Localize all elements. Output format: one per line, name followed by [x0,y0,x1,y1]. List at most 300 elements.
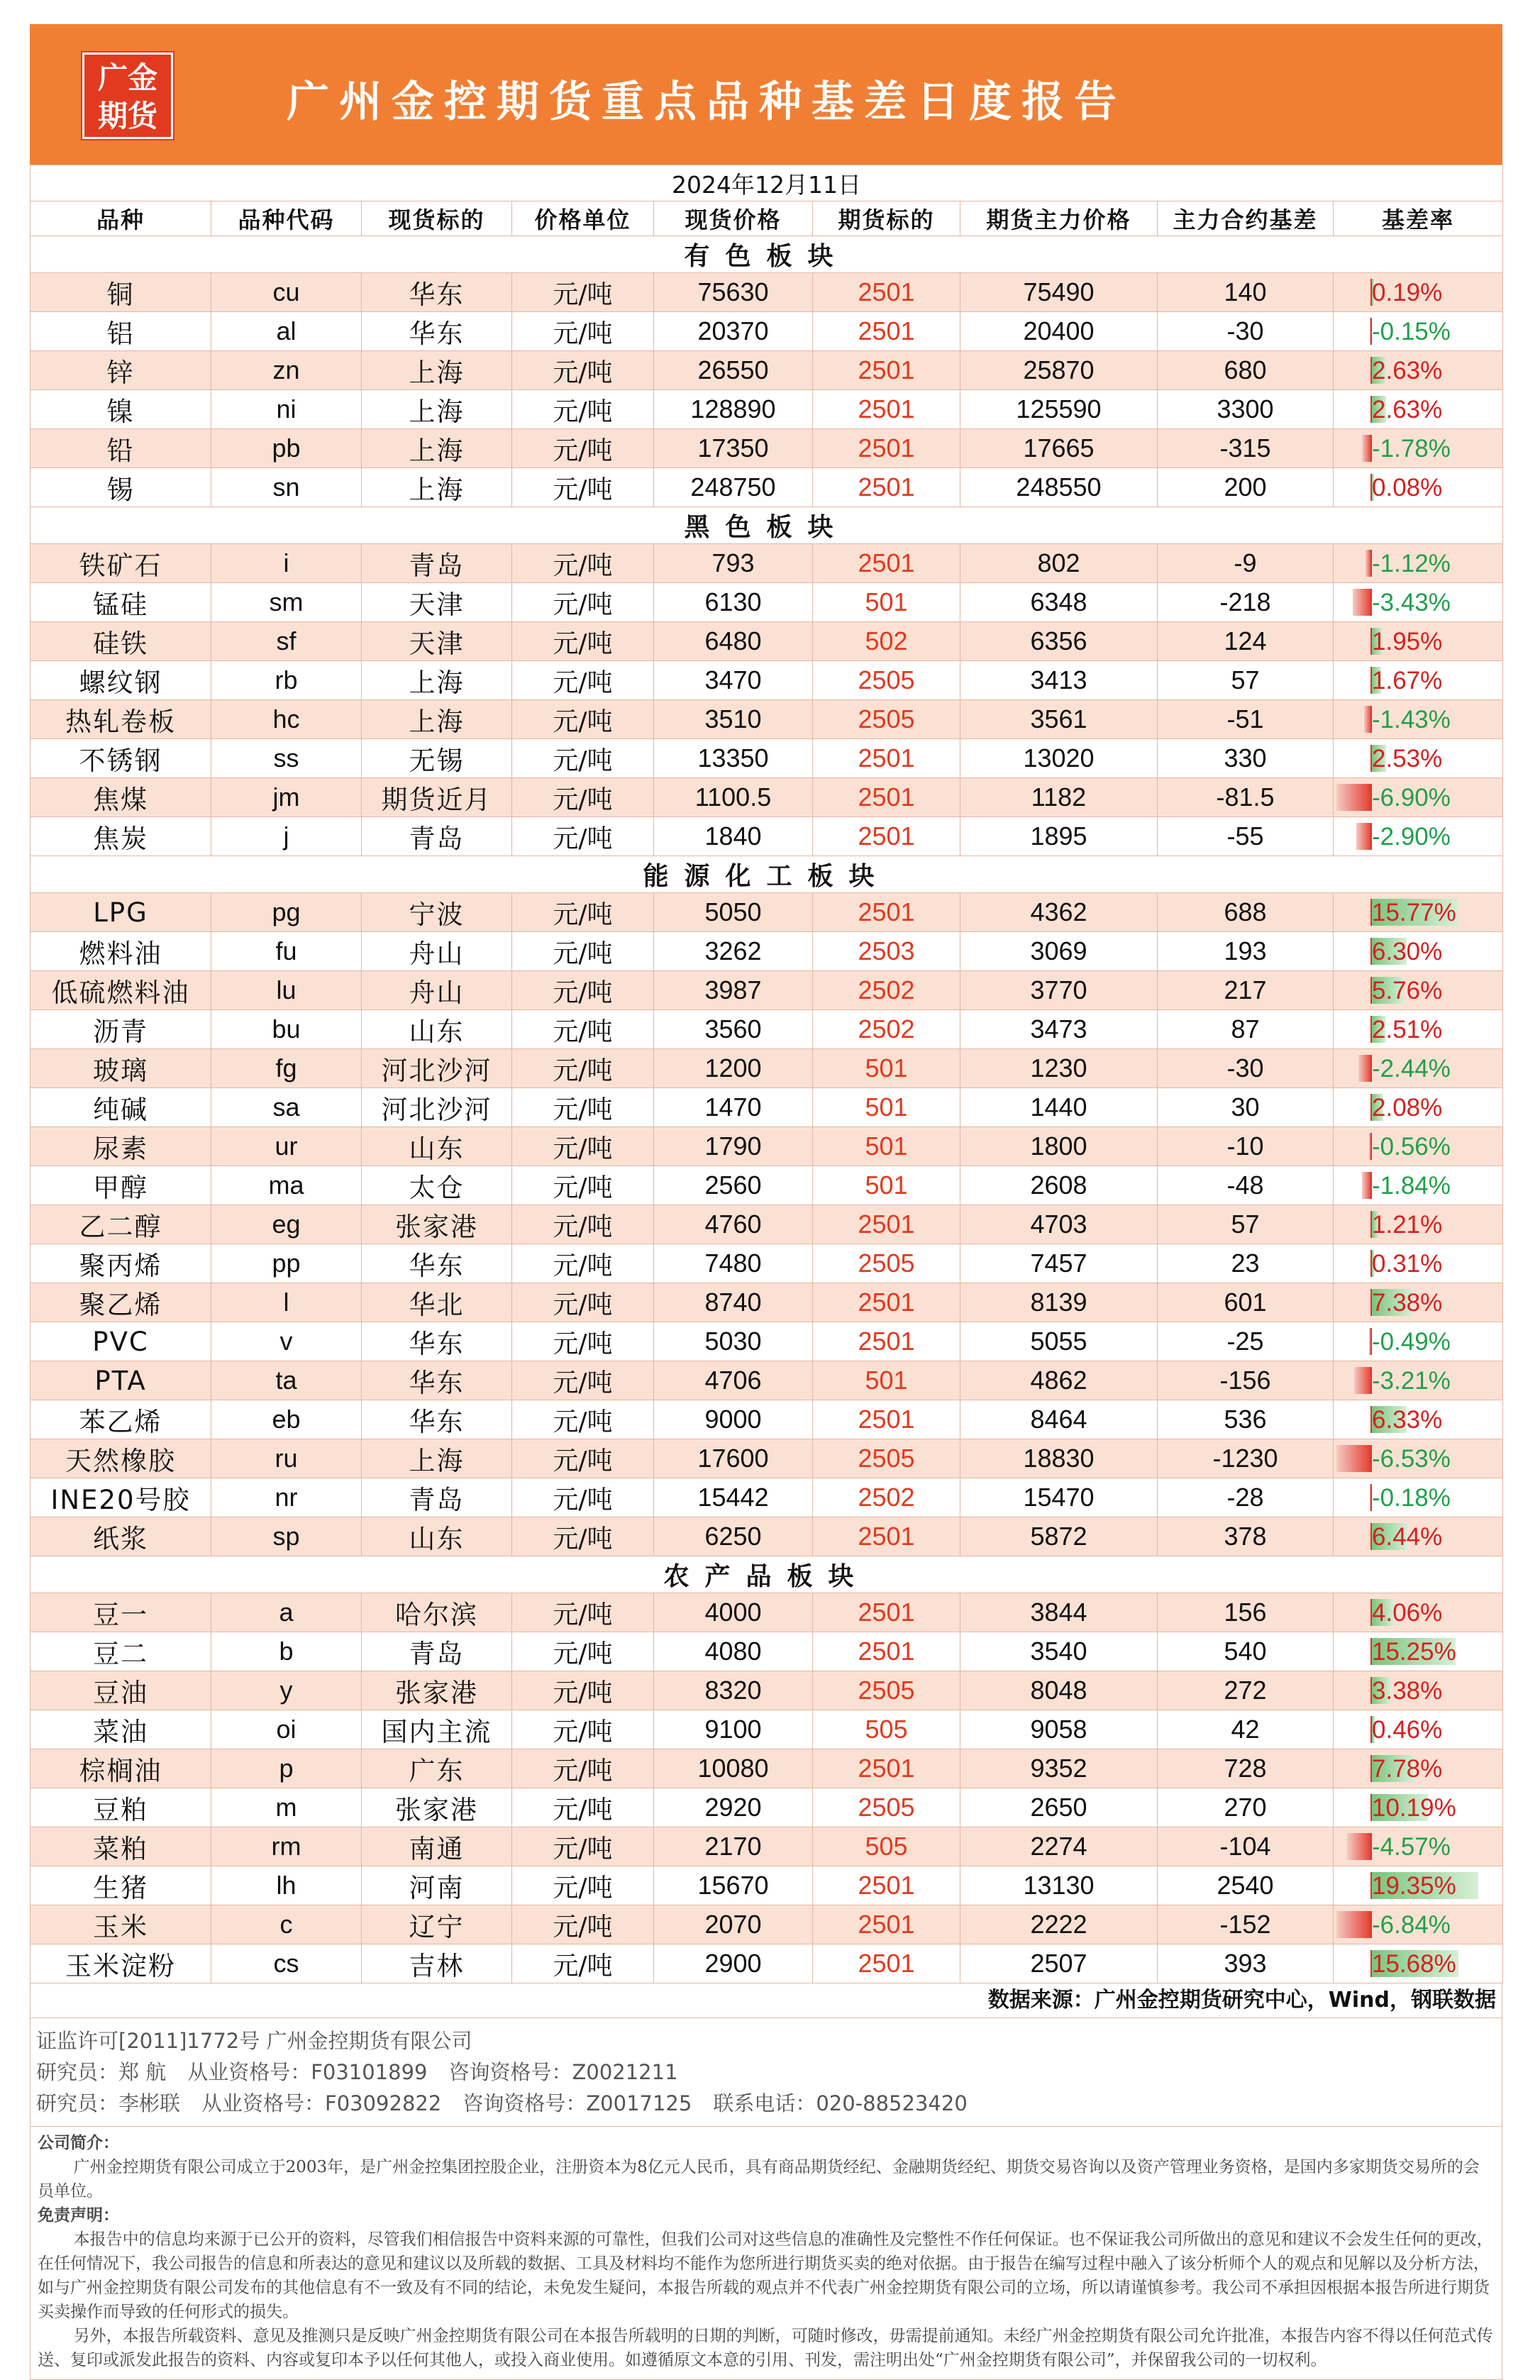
basis-rate-text: -1.12% [1372,549,1451,577]
basis-rate-text: -2.44% [1372,1054,1451,1083]
spot-reference: 华东 [362,1322,512,1361]
commodity-code: lh [211,1866,362,1905]
futures-price: 6356 [960,622,1158,661]
futures-contract: 501 [813,583,960,622]
table-row [31,390,1503,429]
table-row [31,700,1503,739]
section-title: 能源化工板块 [31,856,1503,893]
section-title: 有色板块 [31,236,1503,273]
researcher-2: 研究员：李彬联 从业资格号：F03092822 咨询资格号：Z0017125 联系电话：020-88523420 [36,2091,968,2115]
commodity-name: 豆油 [31,1671,211,1710]
futures-contract: 501 [813,1088,960,1127]
spot-reference: 无锡 [362,739,512,778]
price-unit: 元/吨 [512,1049,654,1088]
commodity-name: 玻璃 [31,1049,211,1088]
basis-value: 193 [1158,932,1334,971]
price-unit: 元/吨 [512,1088,654,1127]
basis-value: -218 [1158,583,1334,622]
table-row [31,739,1503,778]
spot-price: 2170 [654,1827,813,1866]
basis-rate-bar [1354,1367,1372,1394]
table-row [31,817,1503,856]
commodity-name: 玉米淀粉 [31,1944,211,1983]
basis-rate-text: -6.90% [1372,783,1451,812]
basis-value: -156 [1158,1361,1334,1400]
spot-price: 4706 [654,1361,813,1400]
company-intro-text: 广州金控期货有限公司成立于2003年，是广州金控集团控股企业，注册资本为8亿元人民币，具有商品期货经纪、金融期货经纪、期货交易咨询以及资产管理业务资格，是国内多家期货交易所的会员单位。 [38,2158,1480,2201]
price-unit: 元/吨 [512,273,654,312]
futures-contract: 2501 [813,273,960,312]
disclaimer-paragraph-1: 本报告中的信息均来源于已公开的资料，尽管我们相信报告中资料来源的可靠性，但我们公司对这些信息的准确性及完整性不作任何保证。也不保证我公司所做出的意见和建议不会发生任何的更改，在任何情况下，我公司报告的信息和所表达的意见和建议以及所载的数据、工具及材料均不能作为您所进行期货买卖的绝对依据。由于报告在编写过程中融入了该分析师个人的观点和见解以及分析方法，如与广州金控期货有限公司发布的其他信息有不一致及有不同的结论，未免发生疑问，本报告所载的观点并不代表广州金控期货有限公司的立场，所以请谨慎参考。我公司不承担因根据本报告所进行期货买卖操作而导致的任何形式的损失。 [38,2230,1493,2321]
commodity-code: m [211,1788,362,1827]
basis-rate [1334,351,1503,390]
spot-reference: 山东 [362,1517,512,1556]
spot-reference: 期货近月 [362,778,512,817]
column-header: 品种 [31,201,211,236]
futures-price: 3770 [960,971,1158,1010]
futures-price: 1800 [960,1127,1158,1166]
basis-rate-text: 15.77% [1372,898,1456,926]
futures-price: 2222 [960,1905,1158,1944]
futures-price: 3069 [960,932,1158,971]
spot-reference: 山东 [362,1127,512,1166]
table-row [31,1088,1503,1127]
basis-value: 23 [1158,1244,1334,1283]
futures-price: 2274 [960,1827,1158,1866]
table-row [31,893,1503,932]
basis-rate-text: -4.57% [1372,1832,1451,1861]
basis-value: 156 [1158,1593,1334,1632]
spot-price: 248750 [654,468,813,507]
futures-contract: 2501 [813,1866,960,1905]
spot-price: 793 [654,544,813,583]
price-unit: 元/吨 [512,661,654,700]
spot-reference: 河北沙河 [362,1088,512,1127]
basis-value: 272 [1158,1671,1334,1710]
spot-reference: 青岛 [362,1632,512,1671]
price-unit: 元/吨 [512,1632,654,1671]
spot-reference: 南通 [362,1827,512,1866]
commodity-name: 豆一 [31,1593,211,1632]
table-row [31,1905,1503,1944]
commodity-code: fg [211,1049,362,1088]
basis-rate-bar [1353,589,1372,616]
disclaimer-paragraph-2: 另外，本报告所载资料、意见及推测只是反映广州金控期货有限公司在本报告所载明的日期的判断，可随时修改，毋需提前通知。未经广州金控期货有限公司允许批准，本报告内容不得以任何范式传送、复印或派发此报告的资料、内容或复印本予以任何其他人，或投入商业使用。如遵循原文本意的引用、刊发，需注明出处“广州金控期货有限公司”，并保留我公司的一切权利。 [38,2327,1493,2369]
license-info [30,2018,1502,2127]
futures-contract: 2501 [813,1400,960,1439]
futures-price: 25870 [960,351,1158,390]
basis-rate-text: 10.19% [1372,1793,1456,1822]
spot-reference: 河南 [362,1866,512,1905]
commodity-code: c [211,1905,362,1944]
futures-contract: 2501 [813,1283,960,1322]
data-source: 数据来源：广州金控期货研究中心，Wind，钢联数据 [30,1983,1502,2018]
table-row [31,1517,1503,1556]
basis-rate [1334,700,1503,739]
price-unit: 元/吨 [512,1827,654,1866]
basis-value: 378 [1158,1517,1334,1556]
basis-rate [1334,1361,1503,1400]
price-unit: 元/吨 [512,1710,654,1749]
price-unit: 元/吨 [512,1749,654,1788]
basis-rate-text: 0.46% [1372,1715,1443,1744]
basis-rate-text: 19.35% [1372,1871,1456,1900]
price-unit: 元/吨 [512,429,654,468]
basis-rate [1334,1166,1503,1205]
commodity-code: rb [211,661,362,700]
basis-value: -10 [1158,1127,1334,1166]
commodity-name: 螺纹钢 [31,661,211,700]
price-unit: 元/吨 [512,1439,654,1478]
futures-contract: 2505 [813,1244,960,1283]
commodity-code: ru [211,1439,362,1478]
column-header: 基差率 [1334,201,1503,236]
basis-rate-text: 6.33% [1372,1405,1443,1434]
commodity-code: cs [211,1944,362,1983]
futures-contract: 2505 [813,1671,960,1710]
commodity-name: LPG [31,893,211,932]
basis-rate-text: 2.63% [1372,395,1443,424]
futures-contract: 2501 [813,351,960,390]
price-unit: 元/吨 [512,1127,654,1166]
price-unit: 元/吨 [512,778,654,817]
column-header: 主力合约基差 [1158,201,1334,236]
basis-rate-text: 2.51% [1372,1015,1443,1044]
table-row [31,1827,1503,1866]
basis-rate-text: 6.30% [1372,937,1443,965]
basis-value: -152 [1158,1905,1334,1944]
futures-price: 3561 [960,700,1158,739]
basis-rate [1334,778,1503,817]
price-unit: 元/吨 [512,1283,654,1322]
table-row [31,429,1503,468]
commodity-code: eb [211,1400,362,1439]
commodity-code: nr [211,1478,362,1517]
futures-contract: 501 [813,1166,960,1205]
spot-reference: 上海 [362,351,512,390]
section-header [31,1556,1503,1593]
basis-rate [1334,1205,1503,1244]
spot-price: 20370 [654,312,813,351]
spot-reference: 华东 [362,1361,512,1400]
table-row [31,1049,1503,1088]
futures-price: 8048 [960,1671,1158,1710]
basis-rate [1334,1127,1503,1166]
futures-price: 9058 [960,1710,1158,1749]
futures-price: 15470 [960,1478,1158,1517]
futures-contract: 505 [813,1710,960,1749]
futures-contract: 2501 [813,1205,960,1244]
basis-value: -51 [1158,700,1334,739]
column-header: 价格单位 [512,201,654,236]
spot-reference: 上海 [362,661,512,700]
basis-value: 124 [1158,622,1334,661]
license-line: 证监许可[2011]1772号 广州金控期货有限公司 [36,2029,472,2053]
basis-rate [1334,1749,1503,1788]
futures-contract: 2501 [813,1632,960,1671]
futures-contract: 2501 [813,893,960,932]
basis-rate [1334,1010,1503,1049]
section-header [31,856,1503,893]
column-header: 现货价格 [654,201,813,236]
basis-value: -9 [1158,544,1334,583]
basis-value: 270 [1158,1788,1334,1827]
price-unit: 元/吨 [512,1905,654,1944]
basis-rate-text: 0.19% [1372,278,1443,306]
column-header: 现货标的 [362,201,512,236]
price-unit: 元/吨 [512,893,654,932]
basis-rate [1334,1671,1503,1710]
futures-contract: 2501 [813,544,960,583]
price-unit: 元/吨 [512,739,654,778]
basis-rate [1334,1517,1503,1556]
basis-rate [1334,932,1503,971]
price-unit: 元/吨 [512,351,654,390]
spot-price: 17600 [654,1439,813,1478]
futures-contract: 505 [813,1827,960,1866]
spot-reference: 华东 [362,1244,512,1283]
commodity-code: pp [211,1244,362,1283]
basis-value: -30 [1158,312,1334,351]
spot-price: 6250 [654,1517,813,1556]
table-row [31,971,1503,1010]
basis-rate-text: 3.38% [1372,1676,1443,1705]
basis-value: 57 [1158,661,1334,700]
table-row [31,1478,1503,1517]
basis-rate [1334,1788,1503,1827]
basis-value: 601 [1158,1283,1334,1322]
commodity-name: 铁矿石 [31,544,211,583]
price-unit: 元/吨 [512,1866,654,1905]
spot-reference: 张家港 [362,1671,512,1710]
commodity-code: fu [211,932,362,971]
futures-price: 20400 [960,312,1158,351]
basis-rate-text: -6.53% [1372,1444,1451,1473]
commodity-name: 聚乙烯 [31,1283,211,1322]
basis-rate-text: -1.84% [1372,1171,1451,1200]
commodity-code: hc [211,700,362,739]
commodity-name: 不锈钢 [31,739,211,778]
commodity-name: 燃料油 [31,932,211,971]
futures-price: 3473 [960,1010,1158,1049]
commodity-name: 焦炭 [31,817,211,856]
basis-rate-text: 2.53% [1372,744,1443,773]
basis-value: 200 [1158,468,1334,507]
futures-price: 8464 [960,1400,1158,1439]
price-unit: 元/吨 [512,1361,654,1400]
futures-contract: 2501 [813,817,960,856]
table-row [31,312,1503,351]
spot-price: 15670 [654,1866,813,1905]
spot-reference: 国内主流 [362,1710,512,1749]
table-row [31,1127,1503,1166]
table-row [31,1244,1503,1283]
price-unit: 元/吨 [512,1517,654,1556]
futures-price: 75490 [960,273,1158,312]
futures-price: 1182 [960,778,1158,817]
spot-price: 3510 [654,700,813,739]
spot-price: 3560 [654,1010,813,1049]
futures-contract: 2501 [813,429,960,468]
basis-rate-text: -1.43% [1372,705,1451,734]
report-header [30,24,1502,165]
basis-value: 536 [1158,1400,1334,1439]
commodity-name: 焦煤 [31,778,211,817]
commodity-code: rm [211,1827,362,1866]
basis-table [30,165,1503,1983]
commodity-name: INE20号胶 [31,1478,211,1517]
commodity-name: 低硫燃料油 [31,971,211,1010]
price-unit: 元/吨 [512,1166,654,1205]
basis-rate [1334,1866,1503,1905]
spot-price: 4000 [654,1593,813,1632]
spot-reference: 华东 [362,1400,512,1439]
commodity-name: 铝 [31,312,211,351]
basis-value: 2540 [1158,1866,1334,1905]
spot-reference: 华东 [362,312,512,351]
basis-value: 330 [1158,739,1334,778]
basis-value: 217 [1158,971,1334,1010]
company-intro-disclaimer [30,2127,1502,2380]
basis-rate [1334,817,1503,856]
futures-price: 802 [960,544,1158,583]
spot-reference: 青岛 [362,544,512,583]
basis-rate [1334,390,1503,429]
commodity-code: b [211,1632,362,1671]
futures-price: 3844 [960,1593,1158,1632]
basis-value: 688 [1158,893,1334,932]
basis-rate [1334,1905,1503,1944]
spot-price: 1840 [654,817,813,856]
futures-price: 13130 [960,1866,1158,1905]
basis-rate-text: 5.76% [1372,976,1443,1004]
price-unit: 元/吨 [512,1205,654,1244]
basis-rate [1334,1322,1503,1361]
disclaimer-title: 免责声明： [38,2205,119,2225]
commodity-name: 甲醇 [31,1166,211,1205]
futures-contract: 2502 [813,1010,960,1049]
basis-rate [1334,273,1503,312]
basis-value: -1230 [1158,1439,1334,1478]
basis-value: 540 [1158,1632,1334,1671]
basis-rate [1334,429,1503,468]
price-unit: 元/吨 [512,971,654,1010]
basis-rate-text: -0.49% [1372,1327,1451,1356]
basis-rate-text: 0.31% [1372,1249,1443,1278]
commodity-code: j [211,817,362,856]
futures-contract: 2505 [813,1788,960,1827]
commodity-code: pg [211,893,362,932]
basis-rate-text: 1.95% [1372,627,1443,655]
futures-contract: 2501 [813,1517,960,1556]
commodity-name: 锡 [31,468,211,507]
spot-price: 7480 [654,1244,813,1283]
table-row [31,583,1503,622]
spot-price: 1470 [654,1088,813,1127]
futures-contract: 501 [813,1361,960,1400]
table-row [31,1400,1503,1439]
futures-price: 18830 [960,1439,1158,1478]
table-row [31,1710,1503,1749]
futures-price: 1895 [960,817,1158,856]
futures-contract: 501 [813,1127,960,1166]
report-date: 2024年12月11日 [31,165,1503,201]
basis-rate-text: 2.08% [1372,1093,1443,1122]
basis-rate [1334,739,1503,778]
futures-price: 3413 [960,661,1158,700]
company-intro-title: 公司简介： [38,2133,119,2152]
section-header [31,236,1503,273]
spot-price: 10080 [654,1749,813,1788]
basis-value: -25 [1158,1322,1334,1361]
futures-price: 125590 [960,390,1158,429]
spot-reference: 舟山 [362,971,512,1010]
basis-rate [1334,468,1503,507]
commodity-name: 铅 [31,429,211,468]
table-row [31,351,1503,390]
report-frame [30,24,1502,2380]
commodity-name: 菜油 [31,1710,211,1749]
spot-price: 6480 [654,622,813,661]
futures-price: 17665 [960,429,1158,468]
spot-price: 26550 [654,351,813,390]
table-row [31,1671,1503,1710]
commodity-code: sm [211,583,362,622]
price-unit: 元/吨 [512,1322,654,1361]
price-unit: 元/吨 [512,1593,654,1632]
commodity-name: 玉米 [31,1905,211,1944]
spot-price: 17350 [654,429,813,468]
basis-rate-text: 15.68% [1372,1949,1456,1978]
basis-rate-text: -0.18% [1372,1483,1451,1512]
futures-price: 6348 [960,583,1158,622]
spot-reference: 张家港 [362,1788,512,1827]
basis-rate-text: 1.67% [1372,666,1443,694]
futures-price: 8139 [960,1283,1158,1322]
price-unit: 元/吨 [512,1478,654,1517]
basis-rate-text: 2.63% [1372,356,1443,384]
price-unit: 元/吨 [512,583,654,622]
basis-value: 680 [1158,351,1334,390]
futures-contract: 2501 [813,739,960,778]
column-header: 期货标的 [813,201,960,236]
basis-rate-text: 0.08% [1372,473,1443,502]
spot-price: 4760 [654,1205,813,1244]
price-unit: 元/吨 [512,390,654,429]
basis-rate-text: -3.43% [1372,588,1451,616]
column-header: 品种代码 [211,201,362,236]
price-unit: 元/吨 [512,1400,654,1439]
futures-contract: 2505 [813,661,960,700]
table-row [31,622,1503,661]
spot-price: 15442 [654,1478,813,1517]
commodity-code: bu [211,1010,362,1049]
futures-contract: 2501 [813,390,960,429]
spot-reference: 青岛 [362,1478,512,1517]
spot-reference: 太仓 [362,1166,512,1205]
commodity-name: PVC [31,1322,211,1361]
basis-rate [1334,1400,1503,1439]
futures-price: 4362 [960,893,1158,932]
basis-value: 393 [1158,1944,1334,1983]
basis-rate-text: -3.21% [1372,1366,1451,1395]
spot-reference: 宁波 [362,893,512,932]
futures-contract: 502 [813,622,960,661]
spot-reference: 上海 [362,429,512,468]
commodity-code: v [211,1322,362,1361]
spot-reference: 上海 [362,390,512,429]
basis-rate [1334,1632,1503,1671]
